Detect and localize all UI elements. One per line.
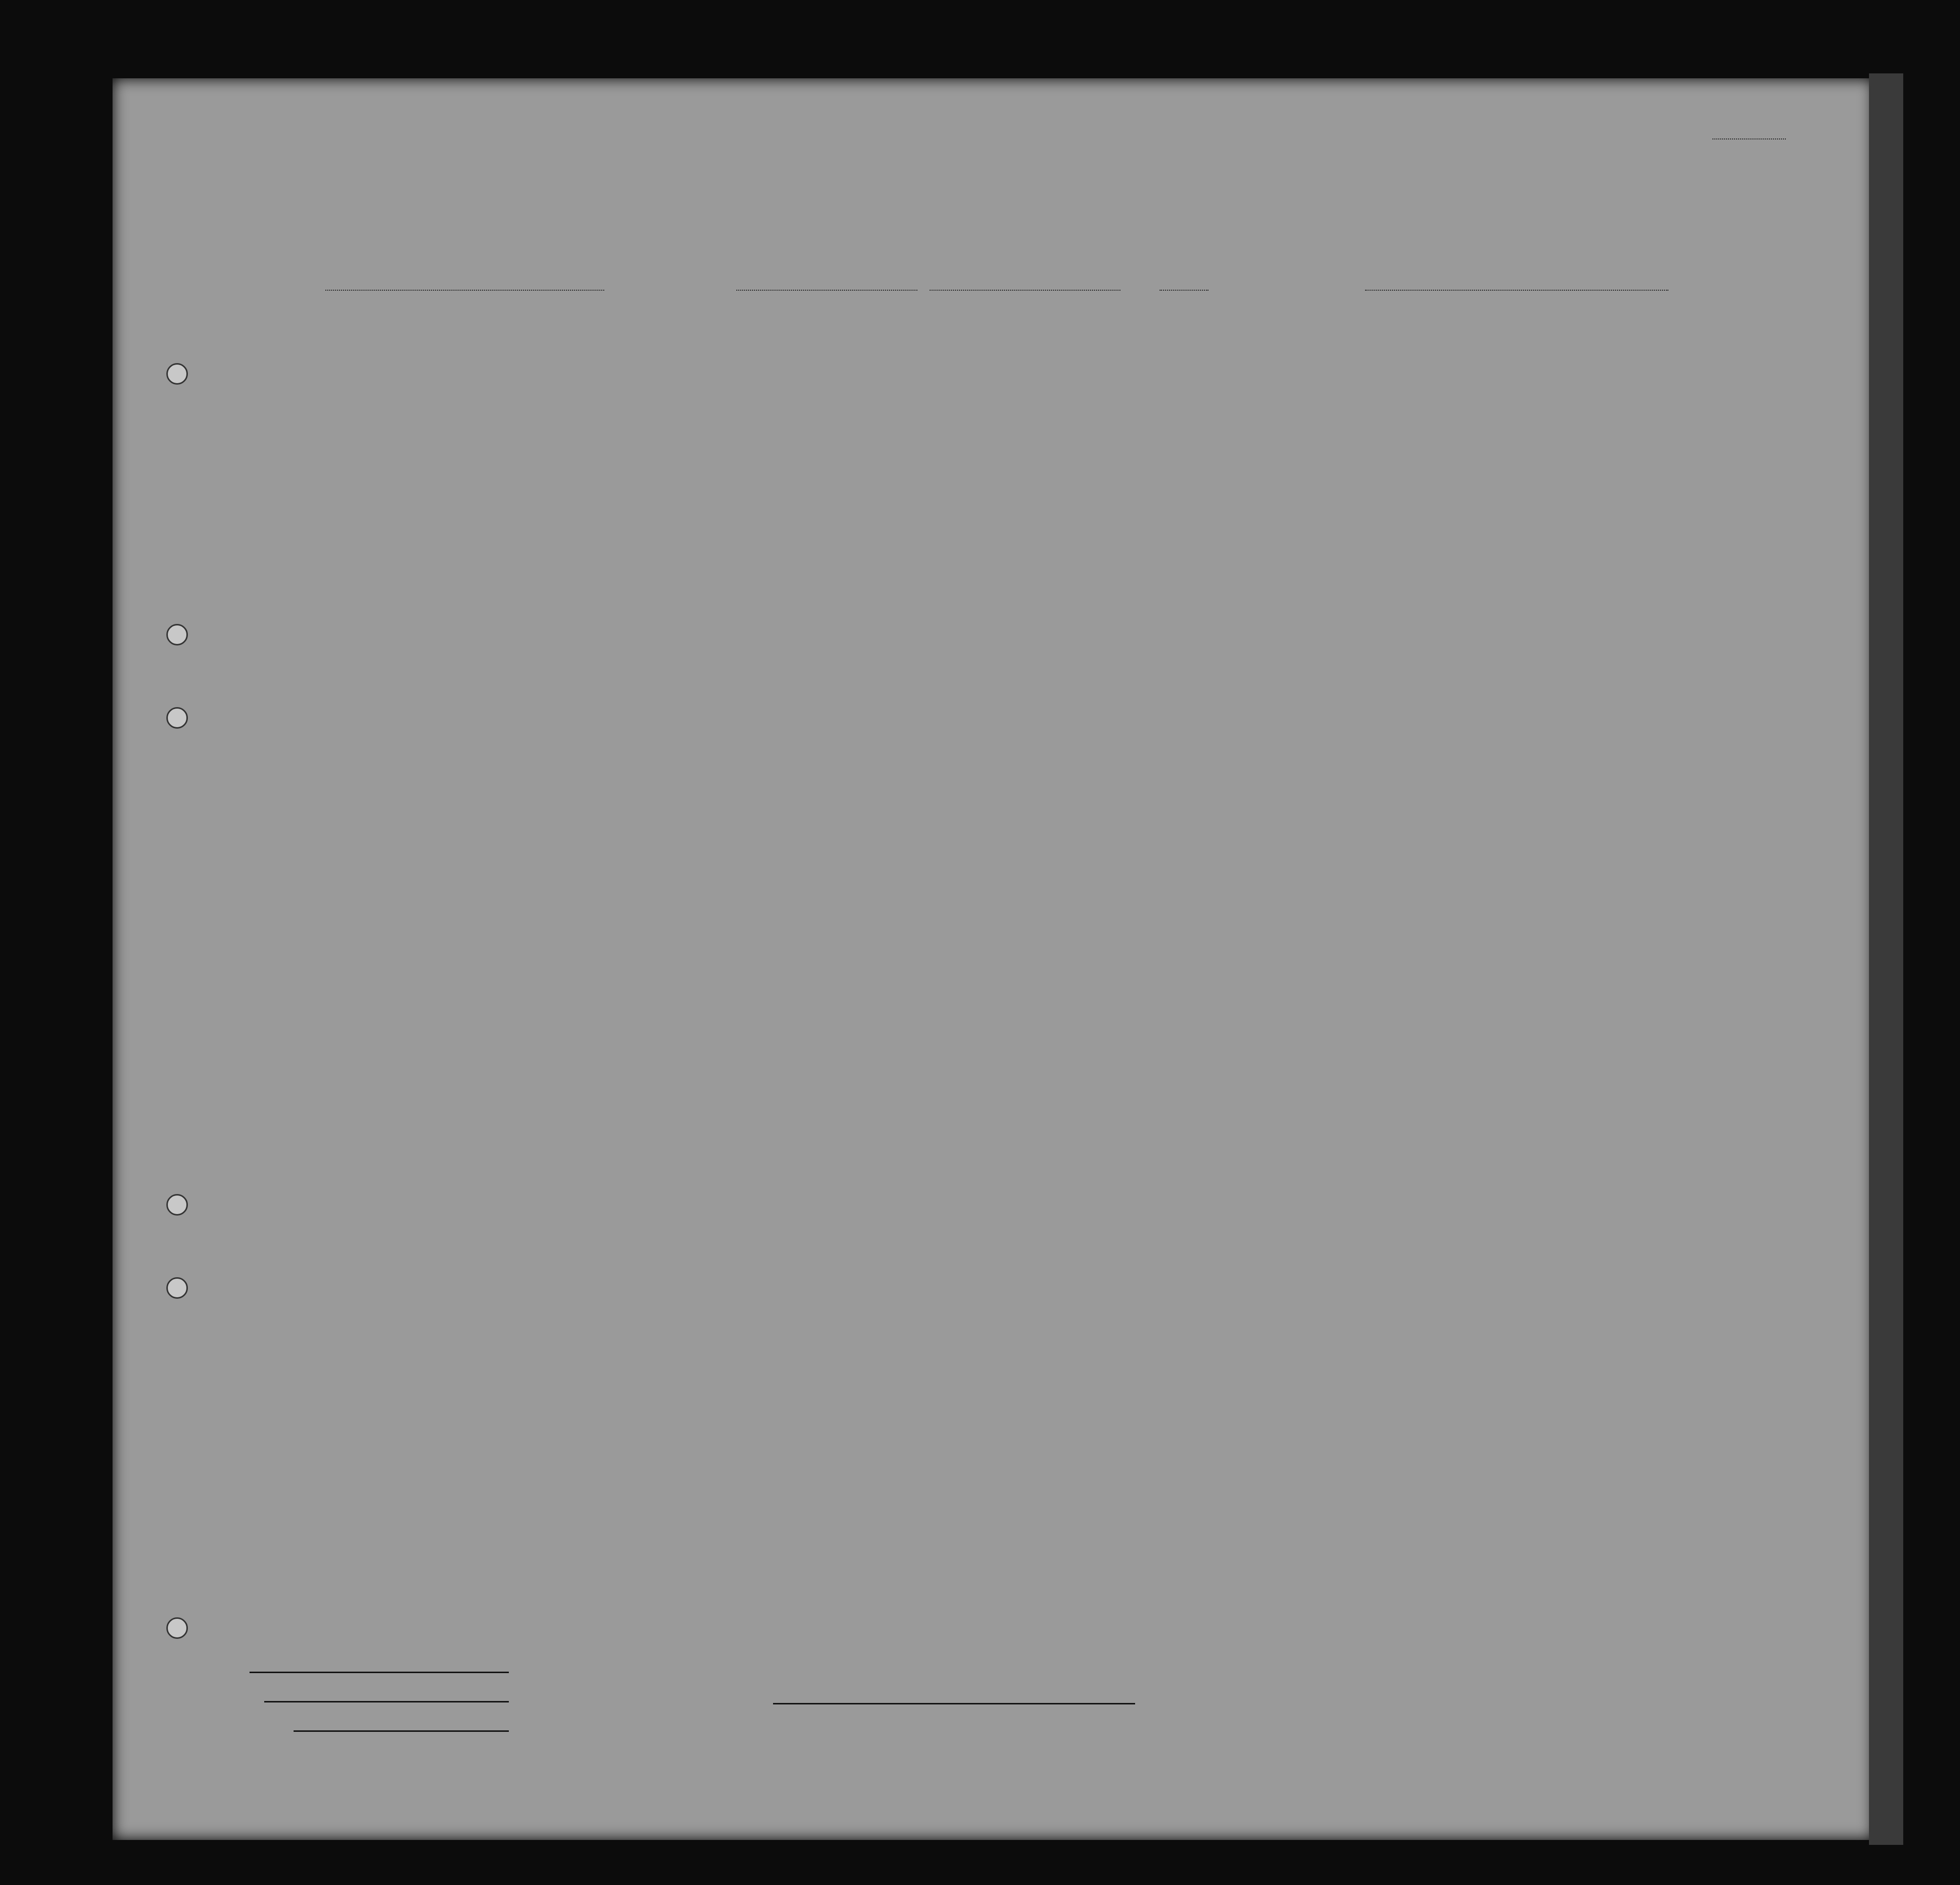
arrival-date-field — [930, 290, 1120, 291]
paper-edge — [1869, 73, 1903, 1845]
binder-hole — [166, 1617, 188, 1639]
departure-port-field — [1365, 290, 1668, 291]
footer-agents-field — [294, 1730, 509, 1732]
manifest-sheet — [113, 78, 1874, 1840]
footer-owners-field — [264, 1701, 509, 1702]
printer-imprint — [186, 105, 190, 159]
binder-hole — [166, 363, 188, 385]
year-field — [1160, 290, 1208, 291]
arrival-port-field — [736, 290, 917, 291]
binder-hole — [166, 1194, 188, 1216]
vessel-name-field — [325, 290, 604, 291]
inspector-signature-line — [773, 1703, 1135, 1704]
sheet-number-field — [1712, 138, 1786, 139]
footer-line-field — [250, 1672, 509, 1673]
binder-hole — [166, 624, 188, 645]
binder-hole — [166, 707, 188, 729]
binder-hole — [166, 1277, 188, 1299]
